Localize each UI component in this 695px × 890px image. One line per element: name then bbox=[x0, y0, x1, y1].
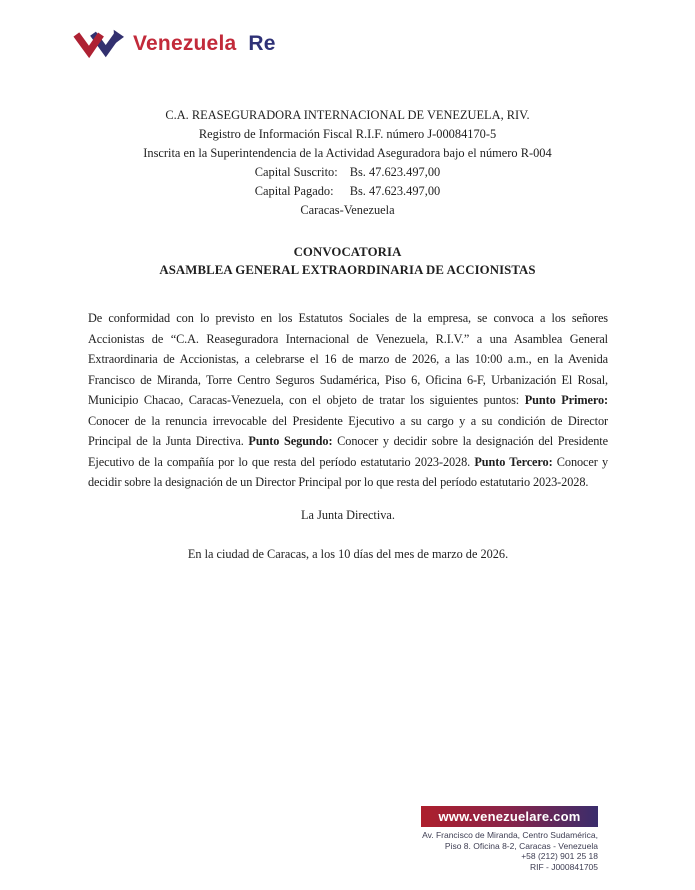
body-segment-segundo: Conocer y decidir sobre la designación del Presidente Ejecutivo de la compañía por lo que resta del período estatutario 2023-2028. bbox=[88, 434, 608, 469]
body-segment-tercero: Conocer y decidir sobre la designación de un Director Principal por lo que resta del período estatutario 2023-2028. bbox=[88, 454, 609, 490]
punto-tercero-label: Punto Tercero: bbox=[474, 454, 553, 469]
body-segment-intro: De conformidad con lo previsto en los Estatutos Sociales de la empresa, se convoca a los señores Accionistas de “C.A. Reaseguradora Internacional de Venezuela, R.I.V.” a una Asamblea General Extraordinaria de Accionistas, a celebrarse el 16 de marzo de 2026, a las 10:00 a.m., en la Avenida Francisco de Miranda, Torre Centro Seguros Sudamérica, Piso 6, Oficina 6-F, Urbanización El Rosal, Municipio Chacao, Caracas-Venezuela, con el objeto de tratar los siguientes puntos: bbox=[88, 311, 608, 408]
footer-address bbox=[421, 830, 598, 872]
company-fiscal-line: Registro de Información Fiscal R.I.F. número J-00084170-5 bbox=[198, 127, 497, 141]
venezuela-re-logo-icon bbox=[70, 28, 124, 60]
website-bar[interactable] bbox=[421, 806, 598, 827]
body-segment-primero: Conocer de la renuncia irrevocable del Presidente Ejecutivo a su cargo y a su condición de Director Principal de la Junta Directiva. bbox=[88, 413, 608, 449]
brand-name-re: Re bbox=[248, 32, 276, 55]
footer bbox=[421, 806, 598, 872]
footer-rif: RIF - J000841705 bbox=[529, 861, 598, 872]
brand-wordmark bbox=[133, 32, 276, 56]
address-line-1: Av. Francisco de Miranda, Centro Sudamérica, bbox=[422, 830, 598, 840]
footer-phone: +58 (212) 901 25 18 bbox=[521, 851, 598, 862]
closing-signature: La Junta Directiva. bbox=[301, 508, 395, 523]
company-header bbox=[0, 106, 695, 220]
capital-pagado-value: Bs. 47.623.497,00 bbox=[349, 184, 441, 198]
convocatoria-title: CONVOCATORIA bbox=[293, 245, 402, 259]
capital-table bbox=[255, 163, 440, 201]
company-registry-line: Inscrita en la Superintendencia de la Actividad Aseguradora bajo el número R-004 bbox=[143, 146, 552, 160]
capital-suscrito-label: Capital Suscrito: bbox=[254, 165, 338, 179]
brand-logo bbox=[70, 28, 276, 60]
address-line-2: Piso 8. Oficina 8-2, Caracas - Venezuela bbox=[444, 840, 598, 851]
asamblea-title: ASAMBLEA GENERAL EXTRAORDINARIA DE ACCIONISTAS bbox=[159, 263, 536, 277]
notice-body bbox=[88, 308, 608, 493]
capital-suscrito-value: Bs. 47.623.497,00 bbox=[349, 165, 441, 179]
brand-name-venezuela: Venezuela bbox=[133, 32, 237, 55]
capital-pagado-label: Capital Pagado: bbox=[254, 184, 334, 198]
punto-primero-label: Punto Primero: bbox=[524, 393, 608, 408]
closing-date: En la ciudad de Caracas, a los 10 días del mes de marzo de 2026. bbox=[187, 546, 509, 561]
company-name: C.A. REASEGURADORA INTERNACIONAL DE VENEZUELA, RIV. bbox=[165, 108, 530, 122]
company-city-line: Caracas-Venezuela bbox=[300, 203, 395, 217]
punto-segundo-label: Punto Segundo: bbox=[248, 434, 333, 449]
website-url: www.venezuelare.com bbox=[438, 809, 581, 824]
notice-content bbox=[88, 296, 608, 564]
notice-title bbox=[0, 243, 695, 279]
